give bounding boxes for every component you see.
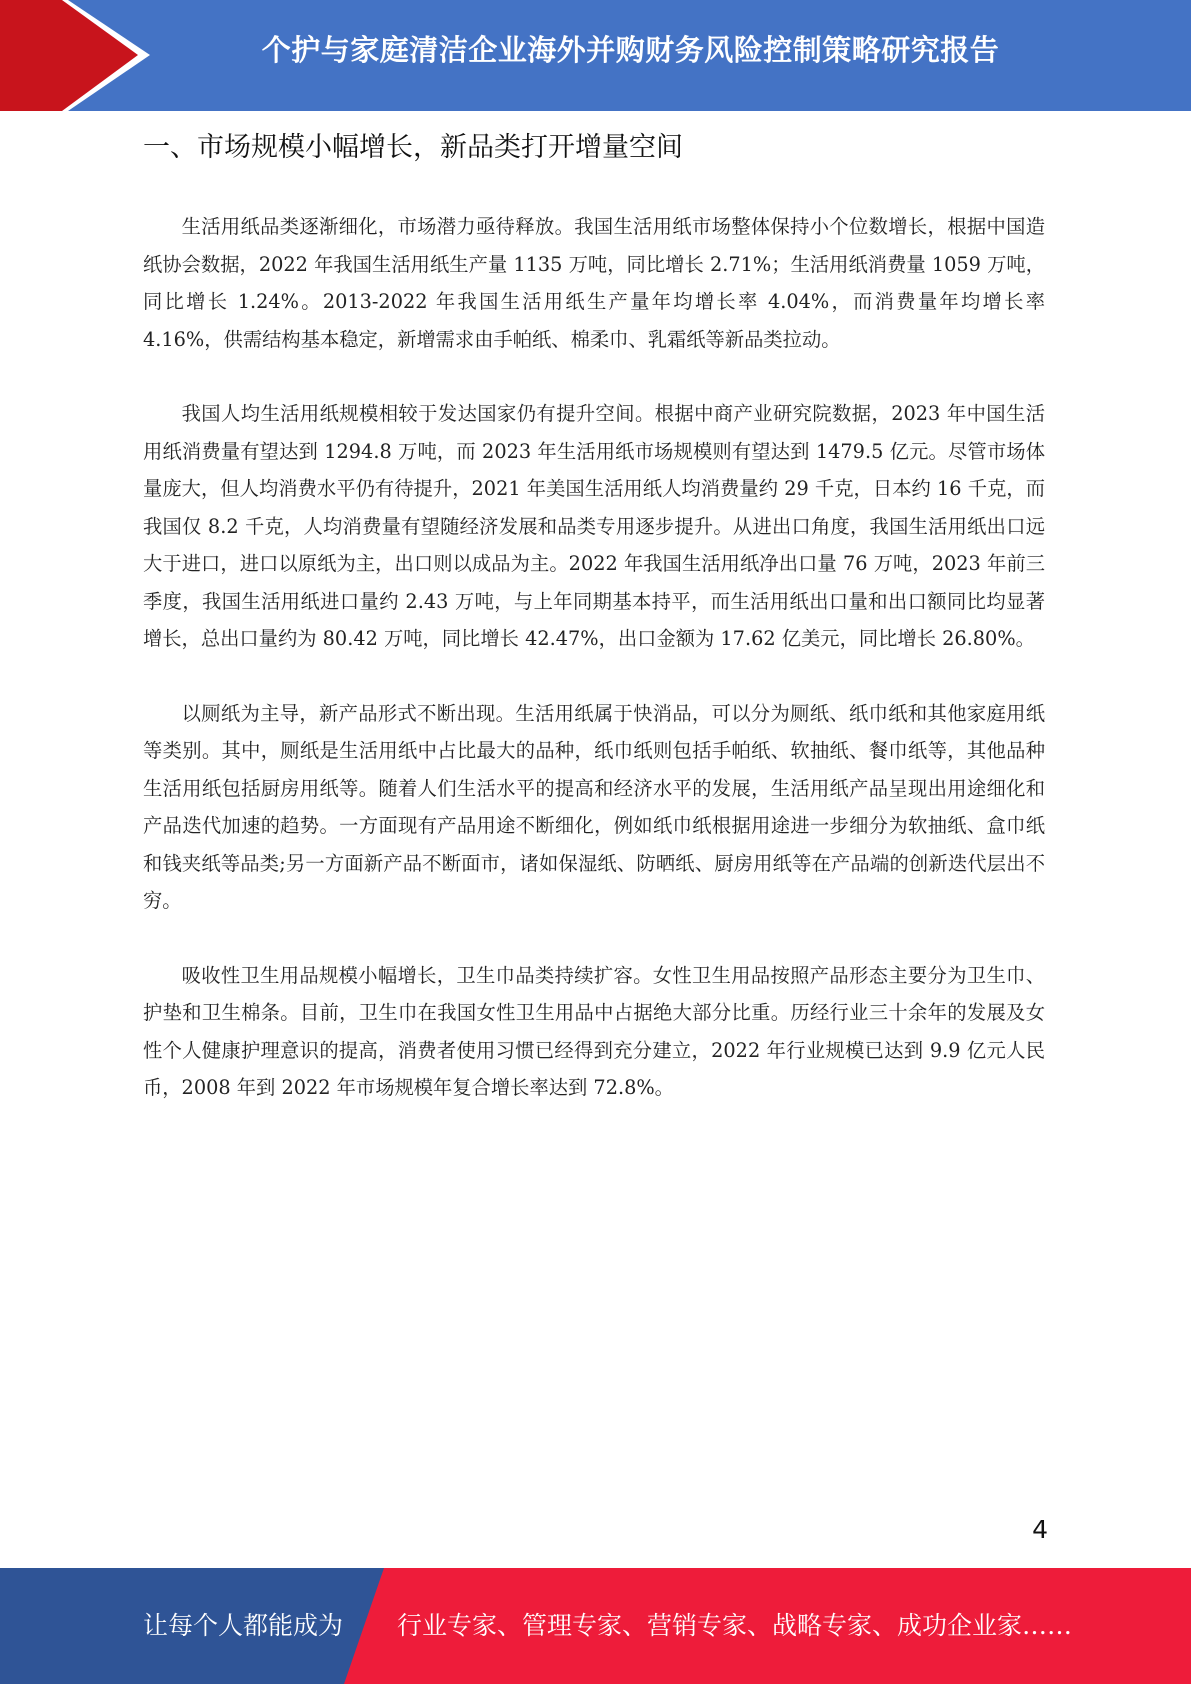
page-number: 4 (1032, 1515, 1048, 1544)
main-content (143, 128, 1045, 1144)
section-heading: 一、市场规模小幅增长，新品类打开增量空间 (143, 132, 683, 163)
paragraph-4: 吸收性卫生用品规模小幅增长，卫生巾品类持续扩容。女性卫生用品按照产品形态主要分为卫生巾、护垫和卫生棉条。目前，卫生巾在我国女性卫生用品中占据绝大部分比重。历经行业三十余年的发展及女性个人健康护理意识的提高，消费者使用习惯已经得到充分建立，2022 年行业规模已达到 9.9 亿元人民币，2008 年到 2022 年市场规模年复合增长率达到 72.8%。 (143, 963, 1045, 1099)
footer-slogan-left: 让每个人都能成为 (143, 1611, 344, 1640)
paragraph-1: 生活用纸品类逐渐细化，市场潜力亟待释放。我国生活用纸市场整体保持小个位数增长，根据中国造纸协会数据，2022 年我国生活用纸生产量 1135 万吨，同比增长 2.71%；生活用纸消费量 1059 万吨，同比增长 1.24%。2013-2022 年我国生活用纸生产量年均增长率 4.04%，而消费量年均增长率 4.16%，供需结构基本稳定，新增需求由手帕纸、棉柔巾、乳霜纸等新品类拉动。 (143, 215, 1045, 351)
footer-banner (0, 1568, 1191, 1684)
report-title: 个护与家庭清洁企业海外并购财务风险控制策略研究报告 (261, 33, 1000, 67)
paragraph-3: 以厕纸为主导，新产品形式不断出现。生活用纸属于快消品，可以分为厕纸、纸巾纸和其他家庭用纸等类别。其中，厕纸是生活用纸中占比最大的品种，纸巾纸则包括手帕纸、软抽纸、餐巾纸等，其他品种生活用纸包括厨房用纸等。随着人们生活水平的提高和经济水平的发展，生活用纸产品呈现出用途细化和产品迭代加速的趋势。一方面现有产品用途不断细化，例如纸巾纸根据用途进一步细分为软抽纸、盒巾纸和钱夹纸等品类;另一方面新产品不断面市，诸如保湿纸、防晒纸、厨房用纸等在产品端的创新迭代层出不穷。 (143, 701, 1045, 912)
header-banner (0, 0, 1191, 111)
footer-slogan-right: 行业专家、管理专家、营销专家、战略专家、成功企业家…… (397, 1611, 1073, 1640)
body-text (143, 208, 1045, 1107)
paragraph-2: 我国人均生活用纸规模相较于发达国家仍有提升空间。根据中商产业研究院数据，2023 年中国生活用纸消费量有望达到 1294.8 万吨，而 2023 年生活用纸市场规模则有望达到 1479.5 亿元。尽管市场体量庞大，但人均消费水平仍有待提升，2021 年美国生活用纸人均消费量约 29 千克，日本约 16 千克，而我国仅 8.2 千克，人均消费量有望随经济发展和品类专用逐步提升。从进出口角度，我国生活用纸出口远大于进口，进口以原纸为主，出口则以成品为主。2022 年我国生活用纸净出口量 76 万吨，2023 年前三季度，我国生活用纸进口量约 2.43 万吨，与上年同期基本持平，而生活用纸出口量和出口额同比均显著增长，总出口量约为 80.42 万吨，同比增长 42.47%，出口金额为 17.62 亿美元，同比增长 26.80%。 (143, 402, 1045, 650)
